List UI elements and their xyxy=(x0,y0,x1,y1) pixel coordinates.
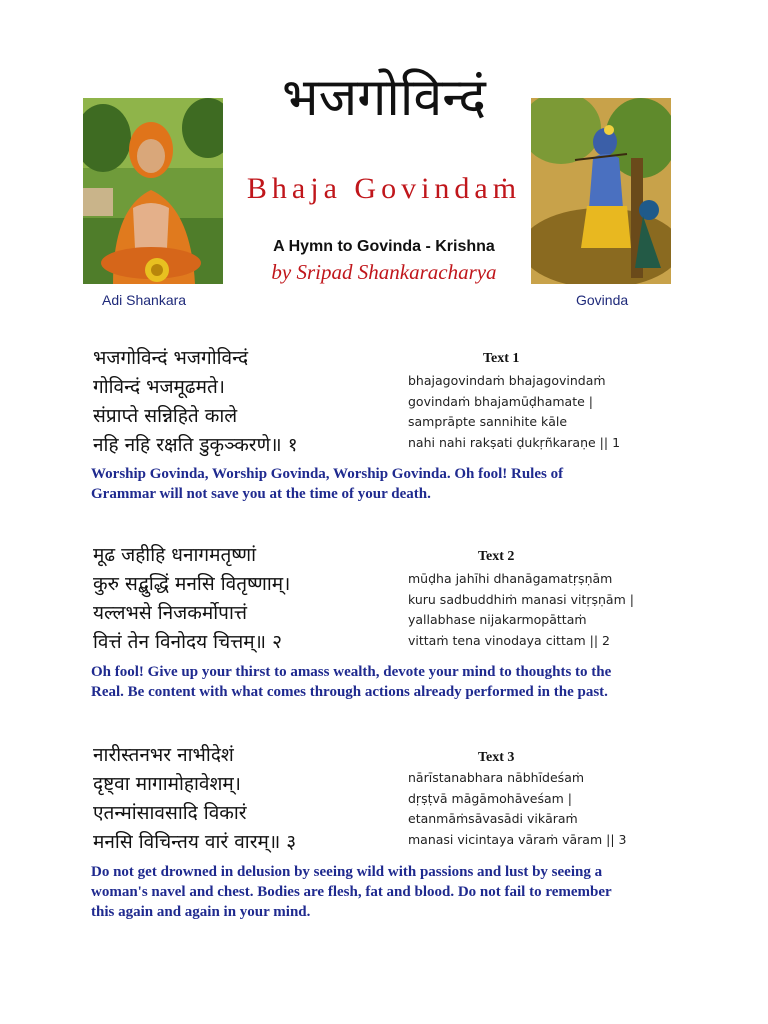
translit-line: kuru sadbuddhiṁ manasi vitṛṣṇām | xyxy=(408,591,634,607)
title-devanagari: भजगोविन्दं xyxy=(282,68,486,128)
translit-line: mūḍha jahīhi dhanāgamatṛṣṇām xyxy=(408,571,613,586)
author-line: by Sripad Shankaracharya xyxy=(271,260,497,284)
translation-line: Do not get drowned in delusion by seeing wild with passions and lust by seeing a xyxy=(91,864,603,880)
verse-3-transliteration xyxy=(408,768,626,850)
verse-line: मूढ जहीहि धनागमतृष्णां xyxy=(93,544,257,566)
govinda-image xyxy=(531,98,671,284)
translation-line: Real. Be content with what comes through actions already performed in the past. xyxy=(91,684,608,700)
verse-1-devanagari xyxy=(93,344,298,460)
translit-line: samprāpte sannihite kāle xyxy=(408,414,568,429)
verse-2-translation xyxy=(91,662,691,702)
verse-line: संप्राप्ते सन्निहिते काले xyxy=(93,405,238,427)
translation-line: this again and again in your mind. xyxy=(91,904,311,920)
verse-line: कुरु सद्बुद्धिं मनसि वितृष्णाम्। xyxy=(93,573,291,595)
verse-line: वित्तं तेन विनोदय चित्तम्॥ २ xyxy=(93,631,282,653)
title-roman: Bhaja Govindaṁ xyxy=(246,172,522,205)
verse-2-label: Text 2 xyxy=(478,549,515,564)
verse-1-label: Text 1 xyxy=(483,351,520,366)
translation-line: Worship Govinda, Worship Govinda, Worship Govinda. Oh fool! Rules of xyxy=(91,466,564,482)
verse-1-transliteration xyxy=(408,371,620,453)
translation-line: Oh fool! Give up your thirst to amass wealth, devote your mind to thoughts to the xyxy=(91,664,612,680)
translit-line: dṛṣṭvā māgāmohāveśam | xyxy=(408,790,572,806)
verse-line: एतन्मांसावसादि विकारं xyxy=(93,802,247,824)
translation-line: Grammar will not save you at the time of your death. xyxy=(91,486,431,502)
verse-line: नहि नहि रक्षति डुकृञ्करणे॥ १ xyxy=(93,434,298,456)
verse-2-devanagari xyxy=(93,541,290,657)
translit-line: manasi vicintaya vāraṁ vāram || 3 xyxy=(408,831,627,847)
adi-shankara-image xyxy=(83,98,223,284)
subtitle: A Hymn to Govinda - Krishna xyxy=(273,238,495,255)
translit-line: nārīstanabhara nābhīdeśaṁ xyxy=(408,770,585,785)
verse-line: मनसि विचिन्तय वारं वारम्॥ ३ xyxy=(93,831,297,853)
verse-line: नारीस्तनभर नाभीदेशं xyxy=(93,744,234,766)
verse-line: दृष्ट्वा मागामोहावेशम्। xyxy=(93,773,241,795)
verse-1-translation xyxy=(91,464,691,504)
translit-line: etanmāṁsāvasādi vikāraṁ xyxy=(408,811,578,826)
verse-2-transliteration xyxy=(408,569,634,651)
caption-adi-shankara: Adi Shankara xyxy=(102,292,187,308)
translit-line: yallabhase nijakarmopāttaṁ xyxy=(408,612,587,627)
verse-line: भजगोविन्दं भजगोविन्दं xyxy=(93,347,249,369)
translit-line: bhajagovindaṁ bhajagovindaṁ xyxy=(408,373,606,388)
verse-line: यल्लभसे निजकर्मोपात्तं xyxy=(93,602,247,624)
translation-line: woman's navel and chest. Bodies are flesh, fat and blood. Do not fail to remember xyxy=(91,884,612,900)
verse-3-label: Text 3 xyxy=(478,750,515,765)
caption-govinda: Govinda xyxy=(576,292,629,308)
verse-3-devanagari xyxy=(93,741,296,857)
translit-line: nahi nahi rakṣati ḍukṛñkaraṇe || 1 xyxy=(408,434,621,450)
verse-3-translation xyxy=(91,862,691,922)
verse-line: गोविन्दं भजमूढमते। xyxy=(93,376,226,398)
translit-line: vittaṁ tena vinodaya cittam || 2 xyxy=(408,632,611,648)
translit-line: govindaṁ bhajamūḍhamate | xyxy=(408,393,593,409)
